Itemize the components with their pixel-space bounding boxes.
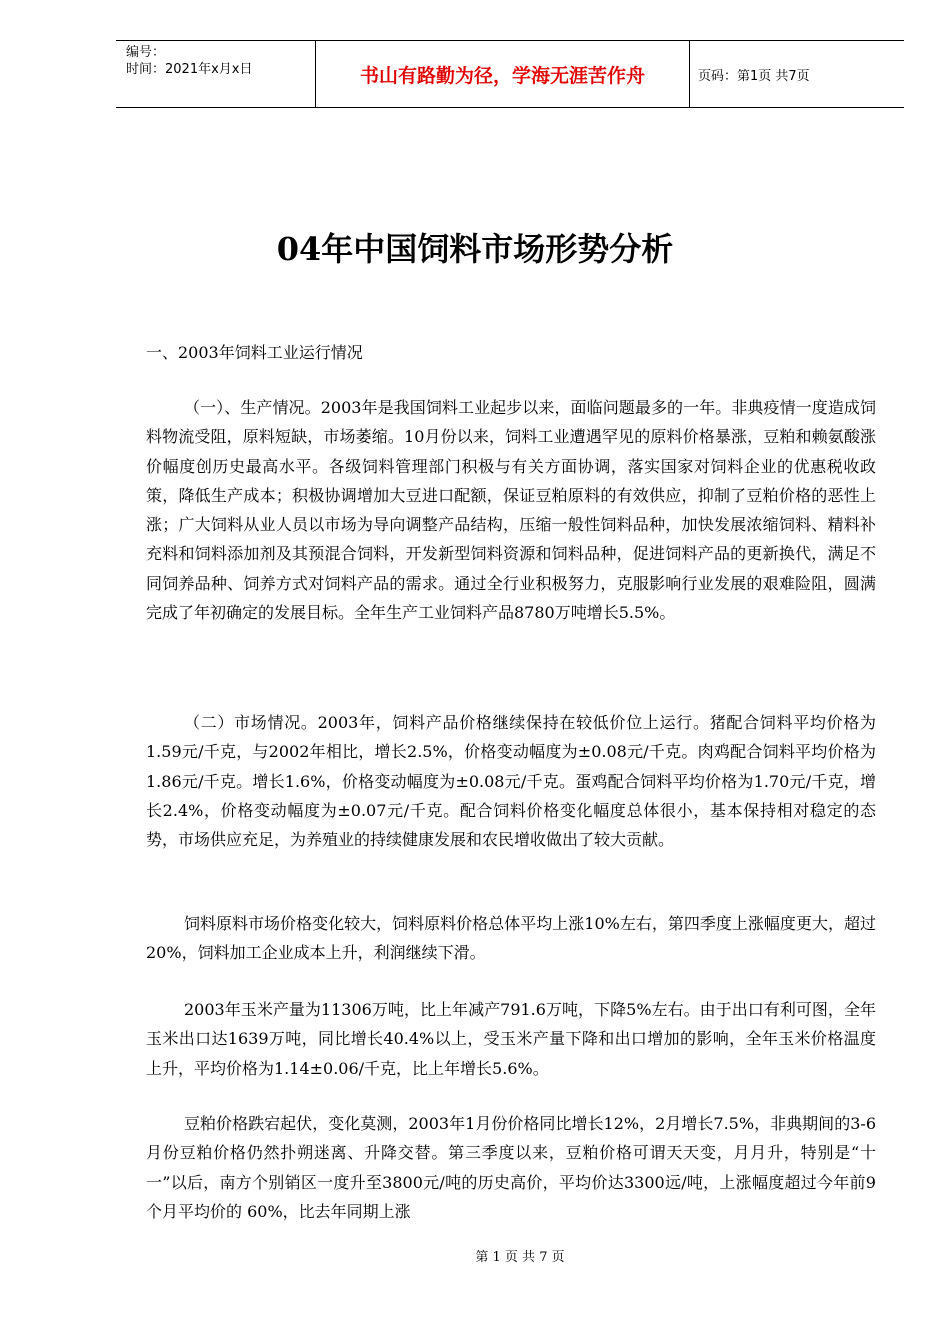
document-title: 04年中国饲料市场形势分析 (276, 230, 674, 268)
number-label: 编号： (126, 45, 166, 60)
paragraph-raw-material: 饲料原料市场价格变化较大，饲料原料价格总体平均上涨10%左右，第四季度上涨幅度更大，超过20%，饲料加工企业成本上升，利润继续下滑。 (146, 914, 876, 963)
paragraph-market: （二）市场情况。2003年，饲料产品价格继续保持在较低价位上运行。猪配合饲料平均价格为 1.59元/千克，与2002年相比，增长2.5%，价格变动幅度为±0.08元/千克。肉鸡配合饲料平均价格为1.86元/千克。增长1.6%，价格变动幅度为±0.08元/千克。蛋鸡配合饲料平均价格为1.70元/千克，增长2.4%，价格变动幅度为±0.07元/千克。配合饲料价格变化幅度总体很小，基本保持相对稳定的态势，市场供应充足，为养殖业的持续健康发展和农民增收做出了较大贡献。 (146, 713, 876, 850)
paragraph-corn: 2003年玉米产量为11306万吨，比上年减产791.6万吨，下降5%左右。由于出口有利可图，全年玉米出口达1639万吨，同比增长40.4%以上，受玉米产量下降和出口增加的影响，全年玉米价格温度上升，平均价格为1.14±0.06/千克，比上年增长5.6%。 (146, 1000, 876, 1078)
page-label: 页码：第1页 共7页 (698, 68, 810, 84)
page-footer: 第 1 页 共 7 页 (475, 1250, 565, 1265)
paragraph-production: （一）、生产情况。2003年是我国饲料工业起步以来，面临问题最多的一年。非典疫情一度造成饲料物流受阻，原料短缺，市场萎缩。10月份以来，饲料工业遭遇罕见的原料价格暴涨，豆粕和赖氨酸涨价幅度创历史最高水平。各级饲料管理部门积极与有关方面协调，落实国家对饲料企业的优惠税收政策，降低生产成本；积极协调增加大豆进口配额，保证豆粕原料的有效供应，抑制了豆粕价格的恶性上涨；广大饲料从业人员以市场为导向调整产品结构，压缩一般性饲料品种，加快发展浓缩饲料、精料补充料和饲料添加剂及其预混合饲料，开发新型饲料资源和饲料品种，促进饲料产品的更新换代，满足不同饲养品种、饲养方式对饲料产品的需求。通过全行业积极努力，克服影响行业发展的艰难险阻，圆满完成了年初确定的发展目标。全年生产工业饲料产品8780万吨增长5.5%。 (146, 398, 876, 623)
header-motto-cell (316, 41, 690, 107)
header-page-cell (690, 41, 904, 107)
section-heading: 一、2003年饲料工业运行情况 (146, 343, 363, 362)
page-header (116, 40, 904, 108)
header-info-cell (116, 41, 316, 107)
time-label: 时间：2021年x月x日 (126, 62, 253, 77)
paragraph-soybean-meal: 豆粕价格跌宕起伏，变化莫测，2003年1月份价格同比增长12%，2月增长7.5%，非典期间的3-6月份豆粕价格仍然扑朔迷离、升降交替。第三季度以来，豆粕价格可谓天天变，月月升，特别是“十一”以后，南方个别销区一度升至3800元/吨的历史高价，平均价达3300远/吨，上涨幅度超过今年前9个月平均价的 60%，比去年同期上涨 (146, 1114, 876, 1221)
motto-text: 书山有路勤为径，学海无涯苦作舟 (359, 64, 645, 87)
